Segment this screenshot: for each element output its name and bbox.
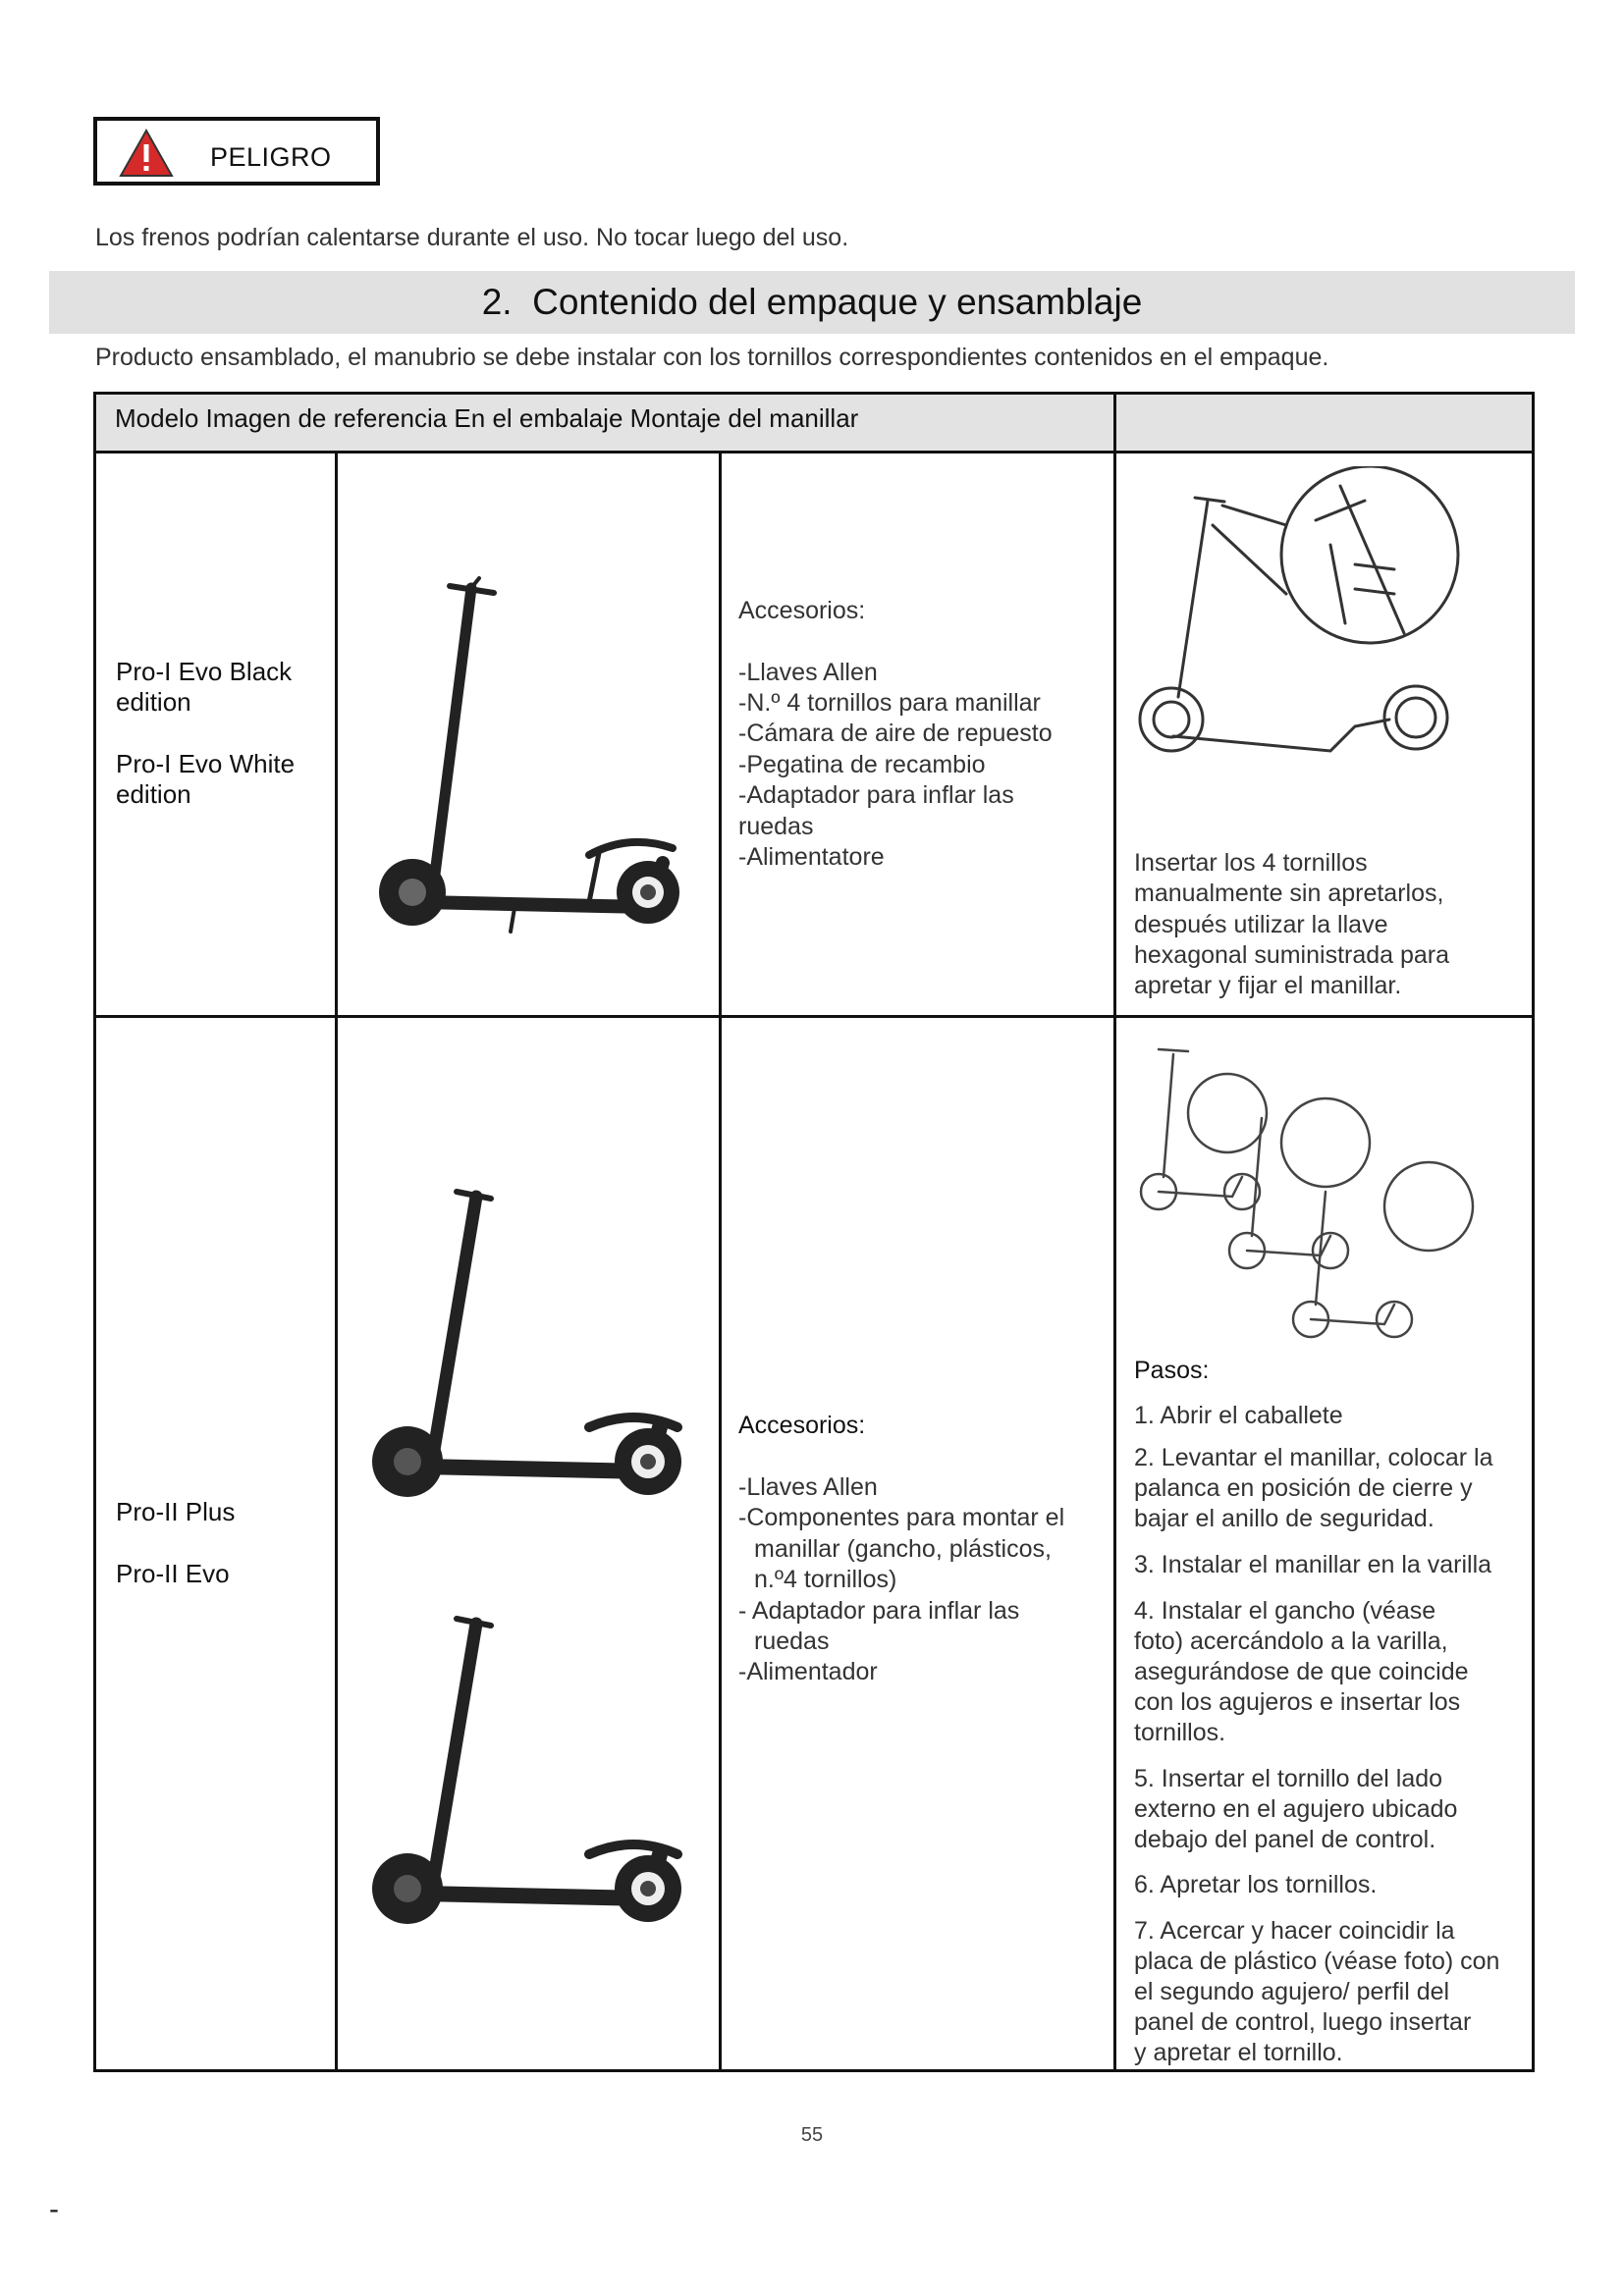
step-line: palanca en posición de cierre y (1134, 1474, 1473, 1502)
accessory-item: -Adaptador para inflar las (738, 781, 1014, 809)
assembly-instruction: manualmente sin apretarlos, (1134, 880, 1444, 907)
page-number: 55 (800, 2124, 824, 2146)
accessory-item: -Cámara de aire de repuesto (738, 720, 1053, 747)
accessory-item: -Alimentador (738, 1658, 878, 1685)
assembly-instruction: Insertar los 4 tornillos (1134, 849, 1368, 877)
accessories-title: Accesorios: (738, 1412, 866, 1439)
section-subtitle: Producto ensamblado, el manubrio se debe instalar con los tornillos correspondientes contenidos en el empaque. (95, 344, 1329, 371)
accessory-item: n.º4 tornillos) (754, 1566, 897, 1593)
assembly-instruction: apretar y fijar el manillar. (1134, 972, 1402, 999)
accessory-item: ruedas (754, 1628, 830, 1655)
step-line: bajar el anillo de seguridad. (1134, 1505, 1435, 1532)
danger-warning-box (93, 117, 380, 186)
step-line: debajo del panel de control. (1134, 1826, 1436, 1853)
accessory-item: ruedas (738, 813, 814, 840)
model-name: Pro-I Evo Black (116, 657, 293, 686)
step-line: panel de control, luego insertar (1134, 2008, 1472, 2036)
assembly-steps-diagram (1134, 1030, 1517, 1344)
step-line: asegurándose de que coincide (1134, 1658, 1469, 1685)
assembly-instruction: después utilizar la llave (1134, 911, 1388, 938)
danger-label: PELIGRO (210, 142, 332, 172)
step-line: con los agujeros e insertar los (1134, 1688, 1461, 1716)
accessory-item: manillar (gancho, plásticos, (754, 1535, 1052, 1563)
scooter-pro-ii-plus-image (353, 1177, 707, 1511)
model-name: edition (116, 687, 191, 717)
accessory-item: -N.º 4 tornillos para manillar (738, 689, 1041, 717)
step-line: externo en el agujero ubicado (1134, 1795, 1458, 1823)
step-line: 7. Acercar y hacer coincidir la (1134, 1917, 1455, 1945)
footer-mark: - (49, 2193, 59, 2225)
step-line: el segundo agujero/ perfil del (1134, 1978, 1450, 2005)
step-line: 5. Insertar el tornillo del lado (1134, 1765, 1443, 1792)
accessories-title: Accesorios: (738, 597, 866, 624)
accessory-item: - Adaptador para inflar las (738, 1597, 1020, 1625)
scooter-pro-i-image (353, 568, 707, 941)
package-contents-table (93, 392, 1535, 2072)
assembly-instruction: hexagonal suministrada para (1134, 941, 1450, 969)
brake-warning-text: Los frenos podrían calentarse durante el uso. No tocar luego del uso. (95, 224, 849, 251)
model-name: edition (116, 779, 191, 809)
accessory-item: -Pegatina de recambio (738, 751, 986, 778)
scooter-pro-ii-evo-image (353, 1604, 707, 1938)
model-name: Pro-II Evo (116, 1559, 230, 1588)
accessory-item: -Llaves Allen (738, 1473, 878, 1501)
step-line: foto) acercándolo a la varilla, (1134, 1628, 1448, 1655)
step-line: 4. Instalar el gancho (véase (1134, 1597, 1436, 1625)
step-line: placa de plástico (véase foto) con (1134, 1948, 1500, 1975)
step-line: 1. Abrir el caballete (1134, 1402, 1343, 1429)
accessory-item: -Llaves Allen (738, 659, 878, 686)
accessory-item: -Componentes para montar el (738, 1504, 1065, 1531)
warning-triangle-icon (119, 129, 174, 178)
section-title: 2. Contenido del empaque y ensamblaje (481, 282, 1143, 322)
step-line: 3. Instalar el manillar en la varilla (1134, 1551, 1492, 1578)
model-name: Pro-I Evo White (116, 749, 296, 778)
table-header-text: Modelo Imagen de referencia En el embalaje Montaje del manillar (115, 403, 859, 433)
step-line: tornillos. (1134, 1719, 1226, 1746)
accessory-item: -Alimentatore (738, 843, 885, 871)
section-header (49, 271, 1575, 334)
model-name: Pro-II Plus (116, 1497, 236, 1526)
step-line: 6. Apretar los tornillos. (1134, 1871, 1378, 1898)
step-line: 2. Levantar el manillar, colocar la (1134, 1444, 1493, 1471)
step-line: y apretar el tornillo. (1134, 2039, 1343, 2066)
steps-title: Pasos: (1134, 1357, 1210, 1384)
handlebar-assembly-diagram (1134, 466, 1517, 839)
